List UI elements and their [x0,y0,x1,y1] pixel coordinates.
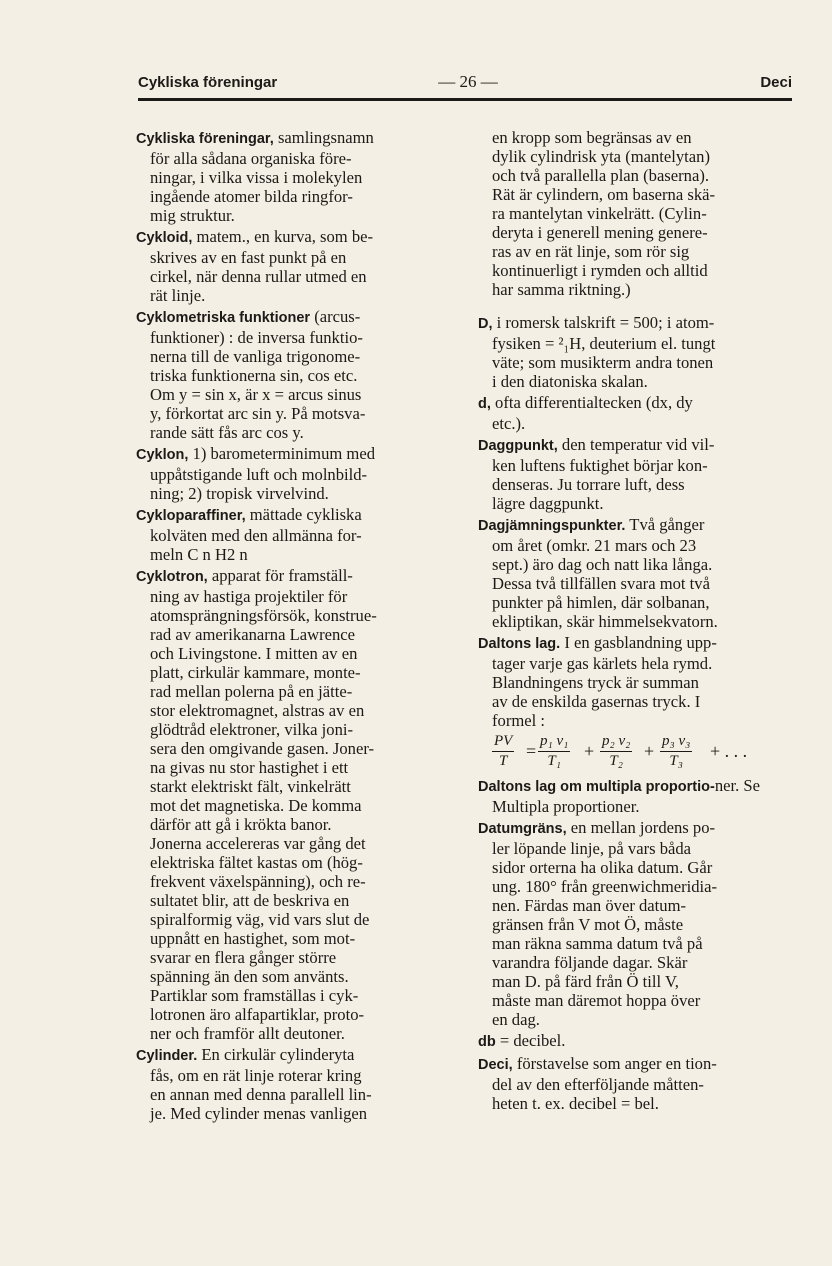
entry-text-line: samlingsnamn [273,128,374,147]
entry-text-line: ningar, i vilka vissa i molekylen [150,168,363,187]
formula-fraction [538,732,570,771]
entry-text-line: väte; som musikterm andra tonen [492,353,714,372]
entry-text-line: lotronen äro alfapartiklar, proto- [150,1005,365,1024]
entry-text-line: dylik cylindrisk yta (mantelytan) [492,147,710,166]
entry-headword: Cykliska föreningar, [136,131,274,147]
entry-text-line: rät linje. [150,286,206,305]
entry-headword: Daggpunkt, [478,438,558,454]
fraction-denominator: T [498,753,508,769]
formula-operator: + [644,741,655,761]
entry-text-line: denseras. Ju torrare luft, dess [492,475,685,494]
entry-text-line: rande sätt fås arc cos y. [150,423,304,442]
entry-text-line: ner. Se Multipla proportioner. [492,776,761,816]
entry-text-line: ras av en rät linje, som rör sig [492,242,690,261]
entry-text-line: mättade cykliska [245,505,362,524]
entry-text-line: = decibel. [495,1031,566,1050]
entry-text-line: ken luftens fuktighet börjar kon- [492,456,708,475]
entry-text-line: apparat för framställ- [207,566,353,585]
entry-headword: db [478,1034,496,1050]
entry-text-line: en dag. [492,1010,540,1029]
dictionary-entry [478,515,792,631]
entry-text-line: atomsprängningsförsök, konstrue- [150,606,377,625]
entry-text-line: uppnått en hastighet, som mot- [150,929,356,948]
fraction-numerator: PV [492,732,514,752]
entry-text-line: deryta i generell mening genere- [492,223,708,242]
entry-text-line: i romersk talskrift = 500; i atom- [492,313,715,332]
dictionary-entry [136,227,453,305]
entry-text-line: kontinuerligt i rymden och alltid [492,261,708,280]
dictionary-entry [478,1054,792,1113]
formula-fraction [600,732,632,771]
entry-headword: d, [478,396,491,412]
entry-text-line: varandra följande dagar. Skär [492,953,688,972]
entry-text-line: rad av amerikanarna Lawrence [150,625,355,644]
entry-text-line: tager varje gas kärlets hela rymd. [492,654,713,673]
entry-text-line: förstavelse som anger en tion- [512,1054,717,1073]
entry-text-line: gränsen från V mot Ö, måste [492,915,684,934]
entry-text-line: ekliptikan, skär himmelsekvatorn. [492,612,718,631]
entry-text-line: och Livingstone. I mitten av en [150,644,358,663]
dictionary-entry [136,505,453,564]
entry-text-line: Om y = sin x, är x = arcus sinus [150,385,362,404]
dictionary-entry [136,307,453,442]
entry-text-line: meln C n H2 n [150,545,248,564]
fraction-numerator: p₁ v₁ [538,732,570,752]
entry-text-line: ning; 2) tropisk virvelvind. [150,484,329,503]
entry-text-line: cirkel, när denna rullar utmed en [150,267,367,286]
fraction-denominator: T₂ [609,753,623,769]
entry-text-line: ning av hastiga projektiler för [150,587,348,606]
entry-headword: Deci, [478,1057,513,1073]
entry-text-line: fysiken = ²₁H, deuterium el. tungt [492,334,716,353]
entry-text-line: en kropp som begränsas av en [492,128,692,147]
dictionary-entry [478,435,792,513]
fraction-denominator: T₁ [547,753,561,769]
entry-text-line: den temperatur vid vil- [557,435,715,454]
entry-text-line: formel : [492,711,545,730]
entry-text-line: etc.). [492,414,526,433]
dictionary-entry [478,313,792,391]
entry-text-line: na givas nu stor hastighet i ett [150,758,349,777]
entry-text-line: ofta differentialtecken (dx, dy [490,393,693,412]
dictionary-entry [478,776,792,816]
entry-text-line: skrives av en fast punkt på en [150,248,347,267]
entry-text-line: har samma riktning.) [492,280,631,299]
entry-text-line: ingående atomer bilda ringfor- [150,187,353,206]
entry-text-line: kolväten med den allmänna for- [150,526,362,545]
entry-text-line: Två gånger [625,515,705,534]
entry-text-line: svarar en flera gånger större [150,948,337,967]
entry-text-line: spänning än den som använts. [150,967,349,986]
entry-text-line: en annan med denna parallell lin- [150,1085,372,1104]
entry-text-line: Blandningens tryck är summan [492,673,699,692]
entry-text-line: glödtråd elektroner, vilka joni- [150,720,354,739]
formula-operator: = [526,741,537,761]
entry-text-line: heten t. ex. decibel = bel. [492,1094,659,1113]
dictionary-entry [478,393,792,433]
entry-text-line: starkt elektriskt fält, vinkelrätt [150,777,351,796]
dictionary-entry [136,444,453,503]
dictionary-entry [478,633,792,730]
entry-text-line: om året (omkr. 21 mars och 23 [492,536,697,555]
entry-text-line: mot det magnetiska. De komma [150,796,362,815]
dictionary-entry [478,818,792,1029]
fraction-numerator: p₃ v₃ [660,732,692,752]
entry-text-line: av de enskilda gasernas tryck. I [492,692,701,711]
entry-text-line: (arcus- [310,307,361,326]
dictionary-entry [136,1045,453,1123]
entry-text-line: elektriska fältet kastas om (hög- [150,853,363,872]
entry-text-line: Partiklar som framställas i cyk- [150,986,359,1005]
entry-text-line: och två parallella plan (baserna). [492,166,709,185]
formula-fraction [492,732,514,771]
entry-text-line: matem., en kurva, som be- [192,227,374,246]
entry-text-line: sultatet blir, att de beskriva en [150,891,350,910]
entry-text-line: man D. på färd från Ö till V, [492,972,679,991]
continued-entry [478,128,792,299]
entry-headword: Cyklometriska funktioner [136,310,311,326]
entry-text-line: rad mellan polerna på en jätte- [150,682,353,701]
entry-headword: Cyklon, [136,447,189,463]
entry-text-line: ler löpande linje, på vars båda [492,839,692,858]
header-left-keyword: Cykliska föreningar [138,74,278,91]
entry-text-line: punkter på himlen, där solbanan, [492,593,710,612]
entry-headword: Cylinder. [136,1048,198,1064]
header-rule [138,98,792,101]
entry-headword: Cykloid, [136,230,193,246]
formula-operator: + [584,741,595,761]
entry-text-line: platt, cirkulär kammare, monte- [150,663,361,682]
page-number: — 26 — [438,72,498,91]
entry-headword: Dagjämningspunkter. [478,518,626,534]
entry-text-line: frekvent växelspänning), och re- [150,872,366,891]
entry-text-line: Dessa två tillfällen svara mot två [492,574,710,593]
entry-text-line: en mellan jordens po- [566,818,716,837]
entry-text-line: nen. Färdas man över datum- [492,896,686,915]
header-right-keyword: Deci [760,74,792,91]
entry-text-line: je. Med cylinder menas vanligen [150,1104,368,1123]
entry-headword: Daltons lag om multipla proportio- [478,779,715,795]
entry-headword: Daltons lag. [478,636,561,652]
entry-text-line: stor elektromagnet, alstras av en [150,701,365,720]
entry-text-line: sera den omgivande gasen. Joner- [150,739,375,758]
entry-text-line: fås, om en rät linje roterar kring [150,1066,362,1085]
entry-text-line: ra mantelytan vinkelrätt. (Cylin- [492,204,707,223]
entry-text-line: Rät är cylindern, om baserna skä- [492,185,716,204]
entry-text-line: y, förkortat arc sin y. På motsva- [150,404,366,423]
dictionary-entry [136,128,453,225]
entry-text-line: för alla sådana organiska före- [150,149,352,168]
entry-text-line: i den diatoniska skalan. [492,372,648,391]
running-header [138,70,792,96]
entry-headword: Datumgräns, [478,821,567,837]
fraction-denominator: T₃ [669,753,683,769]
entry-text-line: Jonerna accelereras var gång det [150,834,366,853]
entry-text-line: därför att gå i krökta banor. [150,815,332,834]
entry-text-line: triska funktionerna sin, cos etc. [150,366,358,385]
entry-text-line: nerna till de vanliga trigonome- [150,347,361,366]
dictionary-entry [136,566,453,1043]
entry-text-line: uppåtstigande luft och molnbild- [150,465,368,484]
entry-text-line: ung. 180° från greenwichmeridia- [492,877,718,896]
formula-fraction [660,732,692,771]
entry-text-line: del av den efterföljande måtten- [492,1075,704,1094]
entry-text-line: sidor orterna ha olika datum. Går [492,858,713,877]
entry-text-line: mig struktur. [150,206,235,225]
left-column [136,128,453,1125]
entry-headword: Cykloparaffiner, [136,508,246,524]
fraction-numerator: p₂ v₂ [600,732,632,752]
entry-text-line: man räkna samma datum två på [492,934,703,953]
entry-text-line: funktioner) : de inversa funktio- [150,328,363,347]
entry-text-line: En cirkulär cylinderyta [197,1045,355,1064]
entry-headword: D, [478,316,493,332]
entry-text-line: 1) barometerminimum med [188,444,376,463]
formula-operator: + . . . [710,741,748,761]
entry-text-line: sept.) äro dag och natt lika långa. [492,555,713,574]
entry-text-line: måste man däremot hoppa över [492,991,701,1010]
dictionary-entry [478,1031,792,1052]
entry-text-line: lägre daggpunkt. [492,494,604,513]
entry-text-line: ner och framför allt deutoner. [150,1024,345,1043]
entry-text-line: I en gasblandning upp- [560,633,717,652]
entry-headword: Cyklotron, [136,569,208,585]
dalton-formula [492,732,792,772]
entry-text-line: spiralformig väg, vid vars slut de [150,910,370,929]
right-column [478,128,792,1115]
